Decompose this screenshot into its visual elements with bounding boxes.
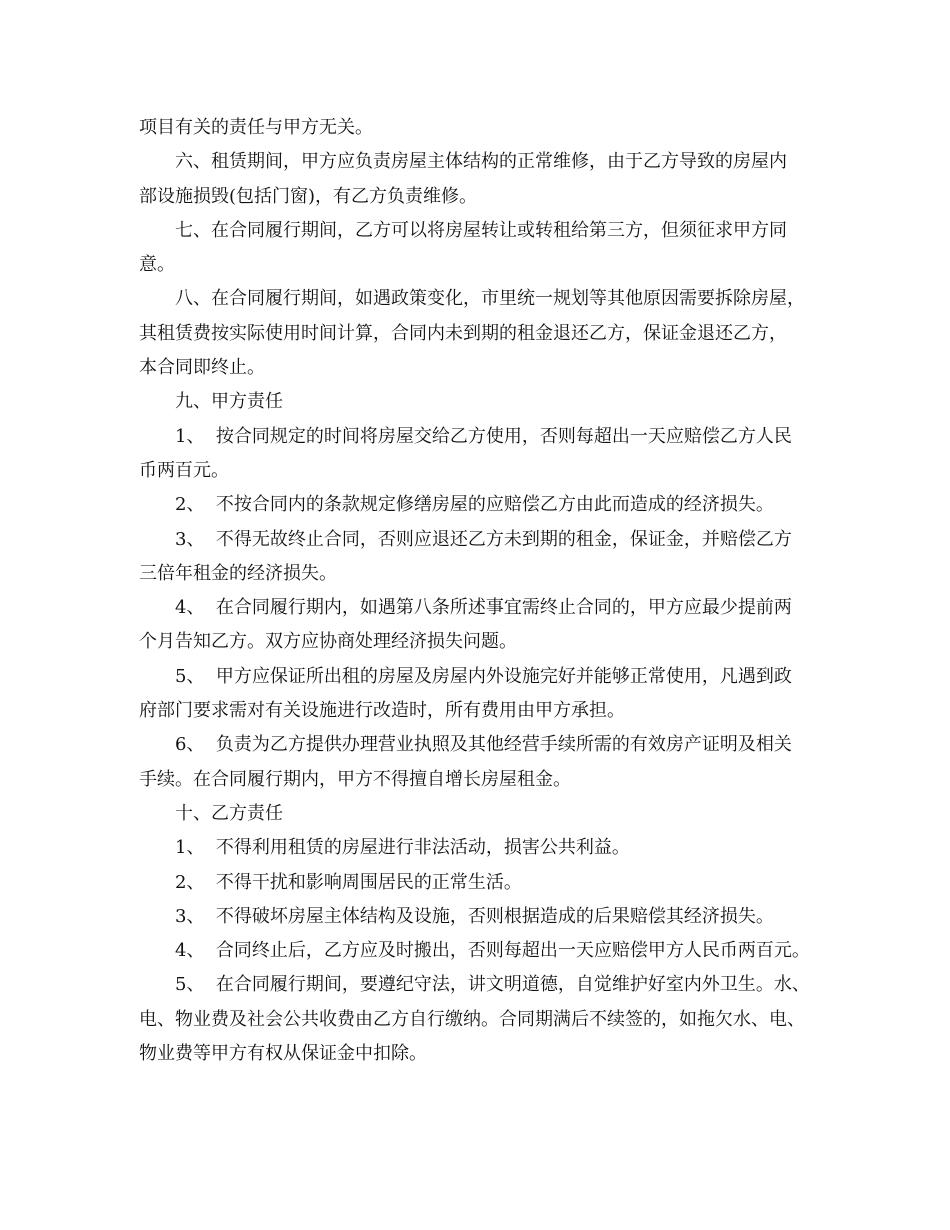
- document-text-line: 本合同即终止。: [139, 357, 265, 379]
- document-text-line: 1、 不得利用租赁的房屋进行非法活动，损害公共利益。: [175, 837, 630, 859]
- document-text-line: 5、 甲方应保证所出租的房屋及房屋内外设施完好并能够正常使用，凡遇到政: [175, 665, 792, 687]
- document-body: [139, 111, 815, 1071]
- document-text-line: 5、 在合同履行期间，要遵纪守法，讲文明道德，自觉维护好室内外卫生。水、: [175, 974, 810, 996]
- document-text-line: 物业费等甲方有权从保证金中扣除。: [139, 1043, 427, 1065]
- document-text-line: 六、租赁期间，甲方应负责房屋主体结构的正常维修，由于乙方导致的房屋内: [175, 151, 787, 173]
- document-text-line: 项目有关的责任与甲方无关。: [139, 117, 373, 138]
- document-text-line: 电、物业费及社会公共收费由乙方自行缴纳。合同期满后不续签的，如拖欠水、电、: [139, 1008, 805, 1030]
- document-text-line: 1、 按合同规定的时间将房屋交给乙方使用，否则每超出一天应赔偿乙方人民: [175, 425, 792, 447]
- document-text-line: 部设施损毁(包括门窗)，有乙方负责维修。: [139, 185, 478, 207]
- document-text-line: 手续。在合同履行期内，甲方不得擅自增长房屋租金。: [139, 768, 571, 790]
- document-text-line: 2、 不按合同内的条款规定修缮房屋的应赔偿乙方由此而造成的经济损失。: [175, 494, 774, 516]
- document-text-line: 十、乙方责任: [175, 802, 283, 824]
- document-text-line: 府部门要求需对有关设施进行改造时，所有费用由甲方承担。: [139, 700, 625, 722]
- document-text-line: 6、 负责为乙方提供办理营业执照及其他经营手续所需的有效房产证明及相关: [175, 734, 792, 756]
- document-text-line: 3、 不得无故终止合同，否则应退还乙方未到期的租金，保证金，并赔偿乙方: [175, 528, 792, 550]
- document-text-line: 八、在合同履行期间，如遇政策变化，市里统一规划等其他原因需要拆除房屋，: [175, 288, 805, 310]
- document-text-line: 2、 不得干扰和影响周围居民的正常生活。: [175, 871, 522, 893]
- document-text-line: 三倍年租金的经济损失。: [139, 562, 337, 584]
- document-text-line: 意。: [139, 254, 175, 276]
- document-text-line: 其租赁费按实际使用时间计算，合同内未到期的租金退还乙方，保证金退还乙方，: [139, 322, 787, 344]
- document-text-line: 4、 在合同履行期内，如遇第八条所述事宜需终止合同的，甲方应最少提前两: [175, 597, 792, 619]
- document-text-line: 七、在合同履行期间，乙方可以将房屋转让或转租给第三方，但须征求甲方同: [175, 219, 787, 241]
- document-text-line: 九、甲方责任: [175, 391, 283, 413]
- document-text-line: 3、 不得破坏房屋主体结构及设施，否则根据造成的后果赔偿其经济损失。: [175, 905, 774, 927]
- document-text-line: 币两百元。: [139, 459, 229, 481]
- document-text-line: 4、 合同终止后，乙方应及时搬出，否则每超出一天应赔偿甲方人民币两百元。: [175, 940, 810, 962]
- document-text-line: 个月告知乙方。双方应协商处理经济损失问题。: [139, 631, 517, 653]
